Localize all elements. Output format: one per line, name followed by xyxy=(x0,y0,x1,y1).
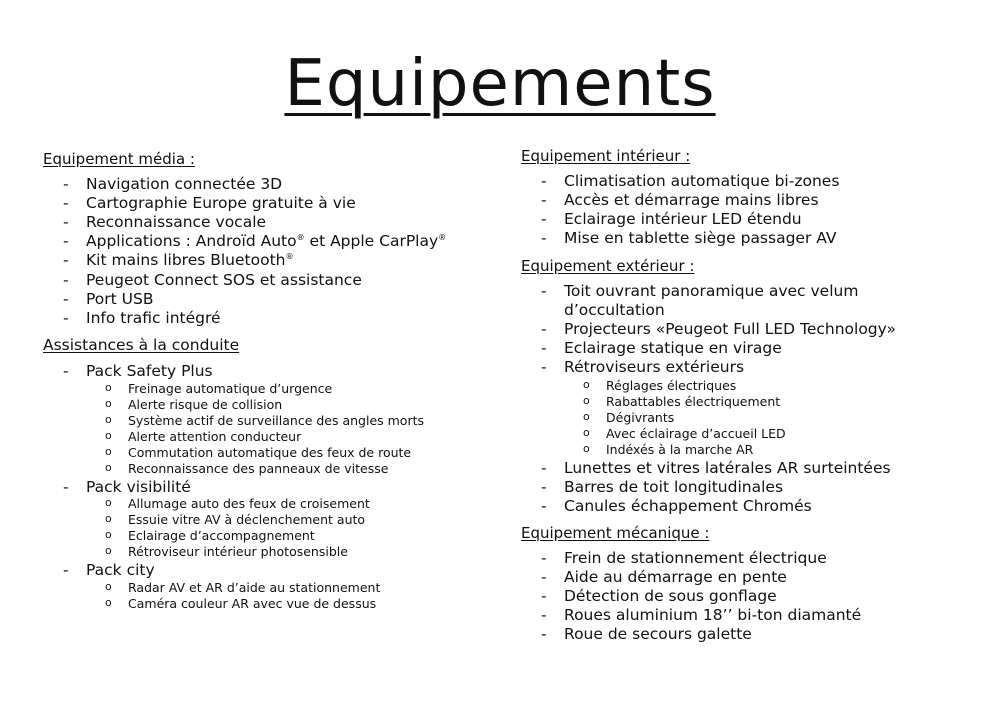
page-title: Equipements xyxy=(284,47,716,121)
exterior-heading: Equipement extérieur : xyxy=(521,257,695,275)
media-heading: Equipement média : xyxy=(43,150,195,168)
assist-heading: Assistances à la conduite xyxy=(43,336,240,354)
interior-heading: Equipement intérieur : xyxy=(521,147,691,165)
mechanical-heading: Equipement mécanique : xyxy=(521,524,710,542)
